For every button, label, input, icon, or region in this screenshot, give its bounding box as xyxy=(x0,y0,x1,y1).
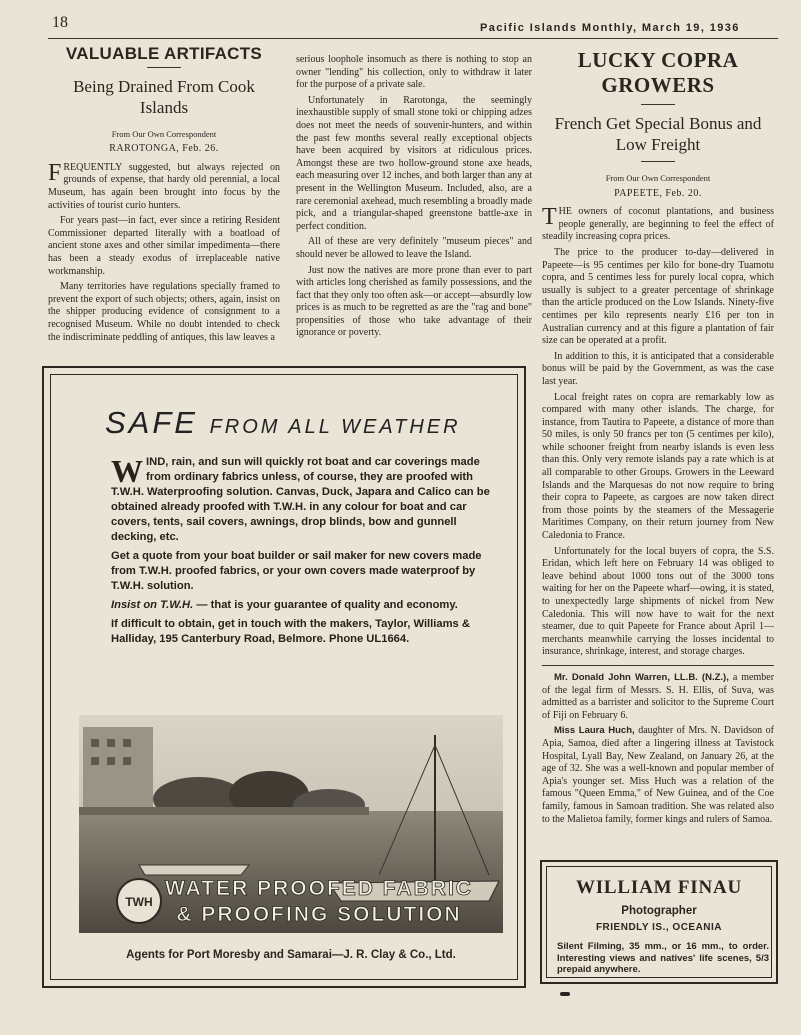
article-valuable-artifacts-col1 xyxy=(48,44,280,347)
article1-paragraph: serious loophole insomuch as there is nothing to stop an owner "lending" his collection, only to withdraw it later for the purpose of a private sale. xyxy=(296,54,532,91)
article2-headline: LUCKY COPRA GROWERS xyxy=(577,48,739,97)
article1-paragraph: FREQUENTLY suggested, but always rejected on grounds of expense, that hardy old perennial, a local Museum, has again been brought into focus by the activities of tourist curio hunters. xyxy=(48,159,280,211)
ad-body xyxy=(111,455,491,651)
article-lucky-copra xyxy=(542,48,774,829)
ad-footer: Agents for Port Moresby and Samarai—J. R. Clay & Co., Ltd. xyxy=(126,949,456,961)
article2-dateline: PAPEETE, Feb. 20. xyxy=(614,187,702,199)
divider xyxy=(641,104,675,105)
article1-subhead: Being Drained From Cook Islands xyxy=(73,76,255,117)
finau-name: WILLIAM FINAU xyxy=(575,877,743,898)
page-number: 18 xyxy=(52,14,68,31)
article1-dateline: RAROTONGA, Feb. 26. xyxy=(109,143,219,155)
divider xyxy=(542,665,774,666)
article2-paragraph: Unfortunately for the local buyers of copra, the S.S. Eridan, which left here on February 14 was obliged to leave behind about 1000 tons out of the 3000 tons waiting for her on the Papeete wharf—owing, it is stated, to unexpectedly large shipments of nickel from New Caledonia. This will now have to wait for the next steamer, due to quit Papeete for France about April 1—merchants meanwhile carrying the losses incidental to insurance, shrinkage, interest, and storage charges. xyxy=(542,545,774,658)
finau-location: FRIENDLY IS., OCEANIA xyxy=(595,922,723,933)
article2-paragraph: The price to the producer to-day—delivered in Papeete—is 95 centimes per kilo for bone-dry Tuamotu copra, and 5 centimes less for purely local copra, which usually is subject to a greater percentage of shrinkage than the article produced on the Low Islands. Ninety-five centimes per kilo represents nearly £16 per ton in Australian currency and at this figure a plantation of fair size can be operated at a profit. xyxy=(542,246,774,347)
running-head: Pacific Islands Monthly, March 19, 1936 xyxy=(480,22,740,34)
harbour-photo xyxy=(79,715,503,933)
ad-paragraph: Insist on T.W.H. — that is your guarantee of quality and economy. xyxy=(111,599,458,611)
twh-advertisement xyxy=(42,366,526,988)
personal-note: Miss Laura Huch, daughter of Mrs. N. Davidson of Apia, Samoa, died after a lingering illness at Tavistock Hospital, Lyall Bay, New Zealand, on January 26, at the age of 32. She was a well-known and popular member of Apia's younger set. Miss Huch was a relation of the famous "Queen Emma," of New Guinea, and of the Coe family, famous in Samoan tradition. She was related also to the Malietoa family, former kings and rulers of Samoa. xyxy=(542,725,775,825)
ad-paragraph: If difficult to obtain, get in touch with the makers, Taylor, Williams & Halliday, 195 Canterbury Road, Belmore. Phone UL1664. xyxy=(111,618,470,645)
divider xyxy=(641,161,675,162)
article2-paragraph: THE owners of coconut plantations, and business people generally, are beginning to feel the effect of steadily increasing copra prices. xyxy=(542,204,774,243)
banner-line1: WATER PROOFED FABRIC xyxy=(165,877,473,900)
article-valuable-artifacts-col2 xyxy=(296,54,532,343)
page-mark xyxy=(560,992,570,996)
article1-headline: VALUABLE ARTIFACTS xyxy=(65,44,263,63)
article1-paragraph: Unfortunately in Rarotonga, the seemingly inexhaustible supply of small stone toki or chipping adzes does not meet the needs of souvenir-hunters, and within the past few months several really exceptional objects have been acquired by visitors at ridiculous prices. Amongst these are two hollow-ground stone axe heads, each measuring over 12 inches, and both larger than any at present in the Wellington Museum. Included, also, are a rare ceremonial axehead, much resembling a broadly made pick, and a triangular-shaped greenstone battle-axe in perfect condition. xyxy=(296,94,533,232)
finau-role: Photographer xyxy=(621,905,697,917)
article1-correspondent: From Our Own Correspondent xyxy=(111,128,217,139)
article1-paragraph: All of these are very definitely "museum pieces" and should never be allowed to leave the Island. xyxy=(296,236,532,260)
personal-note: Mr. Donald John Warren, LL.B. (N.Z.), a member of the legal firm of Messrs. S. H. Ellis, of Suva, was admitted as a barrister and solicitor to the Supreme Court of Fiji on February 6. xyxy=(542,671,775,721)
banner-line2: & PROOFING SOLUTION xyxy=(176,903,462,926)
divider xyxy=(147,67,181,68)
article1-paragraph: Just now the natives are more prone than ever to part with articles long cherished as family possessions, and the fact that they only too often ask—or accept—absurdly low prices is as much to be regretted as are the "rag and bone" propensities of those who take advantage of their ignorance or poverty. xyxy=(296,264,532,339)
finau-description: Silent Filming, 35 mm., or 16 mm., to order. Interesting views and natives' life scenes, 5/3 prepaid anywhere. xyxy=(557,941,769,976)
dropcap: F xyxy=(48,159,62,186)
ad-paragraph: Get a quote from your boat builder or sail maker for new covers made from T.W.H. proofed fabrics, or your own covers made waterproof by T.W.H. solution. xyxy=(111,550,482,592)
twh-logo: TWH xyxy=(125,895,153,909)
ad-border xyxy=(50,374,518,980)
ad-paragraph: WIND, rain, and sun will quickly rot boat and car coverings made from ordinary fabrics unless, of course, they are proofed with T.W.H. Waterproofing solution. Canvas, Duck, Japara and Calico can be obtained already proofed with T.W.H. in any colour for boat and car covers, tents, sail covers, awnings, drop blinds, bow and gunnell decking, etc. xyxy=(111,453,490,543)
article1-paragraph: For years past—in fact, ever since a retiring Resident Commissioner departed literally with a boatload of ancient stone axes and other similar impedimenta—there has been a steady exodus of irreplaceable native workmanship. xyxy=(48,215,280,277)
article2-correspondent: From Our Own Correspondent xyxy=(605,173,711,183)
ad-title: SAFE FROM ALL WEATHER xyxy=(105,405,461,440)
header-rule xyxy=(48,38,778,39)
article1-paragraph: Many territories have regulations specially framed to prevent the export of such objects; others, again, insist on the shipper producing evidence of consignment to a recognised Museum. While no doubt intended to check the indiscriminate peddling of antiques, this law leaves a xyxy=(48,281,280,343)
article2-paragraph: Local freight rates on copra are remarkably low as compared with many other islands. The charge, for instance, from Tautira to Papeete, a distance of more than 50 miles, is only 50 francs per ton (5 centimes per kilo), while schooner freight from nearby islands is even less than this. Only very remote islands pay a rate which is at all comparable to other Groups. Growers in the Leeward Islands and the Marquesas do not now require to bring their copra to Papeete, as cargoes are now taken direct from those points by the steamers of the Messagerie Maritimes Company, on their return journey from New Caledonia to France. xyxy=(542,391,774,542)
harbour-scene xyxy=(79,715,503,933)
dropcap: T xyxy=(542,204,557,231)
finau-advertisement xyxy=(540,860,778,984)
ad-border xyxy=(546,866,772,978)
article2-paragraph: In addition to this, it is anticipated that a considerable bonus will be paid by the Government, as was the case last year. xyxy=(542,350,774,387)
article2-subhead: French Get Special Bonus and Low Freight xyxy=(554,114,762,154)
